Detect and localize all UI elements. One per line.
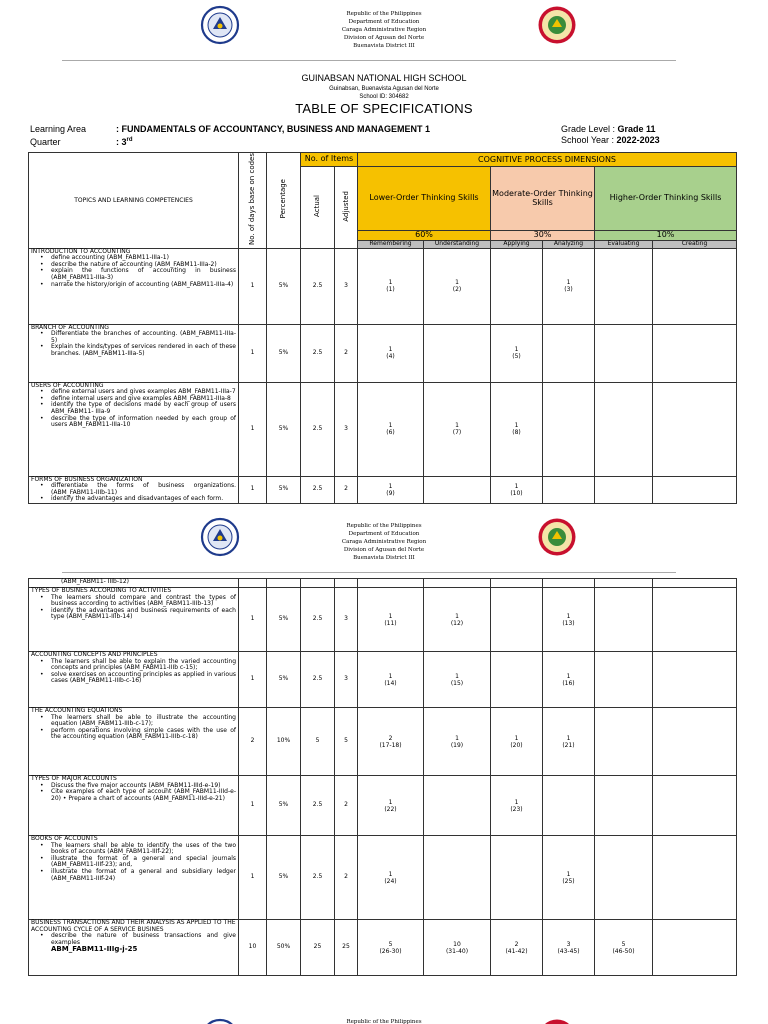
understanding-header: Understanding [424,240,491,248]
adjusted-cell: 3 [335,248,358,324]
rem-cell [358,836,424,920]
cre-cell [653,588,737,652]
cre-cell [653,836,737,920]
item-number: (24) [384,877,397,885]
topic-title: INTRODUCTION TO ACCOUNTING [31,247,131,255]
topic-cell [29,708,239,776]
letterhead-line: Republic of the Philippines [346,11,422,17]
competency-item: • differentiate the forms of business organizations. (ABM_FABM11-IIIb-11) [31,483,236,496]
competency-item: • perform operations involving simple cases with the use of the accounting equation (ABM_FABM11-IIIb-c-18) [31,728,236,741]
item-number: (4) [386,353,395,361]
percentage-header [267,153,301,249]
grade-value: Grade 11 [617,124,656,134]
letterhead-page-1 [0,0,768,56]
item-count: 5 [388,940,393,948]
letterhead-line: Caraga Administrative Region [341,27,427,33]
adjusted-cell: 5 [335,708,358,776]
item-number: (23) [510,805,523,813]
learning-area-value: : FUNDAMENTALS OF ACCOUNTANCY, BUSINESS AND MANAGEMENT 1 [116,124,430,134]
ana-cell [543,776,595,836]
item-count: 1 [388,672,393,680]
eva-cell [595,588,653,652]
rem-cell [358,708,424,776]
header-divider [62,572,676,573]
item-number: (1) [386,286,395,294]
letterhead-line: Division of Agusan del Norte [343,547,425,553]
item-number: (19) [450,741,464,749]
days-header [239,153,267,249]
adjusted-cell: 2 [335,776,358,836]
eva-cell [595,776,653,836]
school-block [0,74,768,116]
spec-table-page-2 [28,578,737,976]
item-number: (25) [562,877,575,885]
topic-title: ACCOUNTING CONCEPTS AND PRINCIPLES [31,651,158,658]
actual-header [301,167,335,249]
document-title: TABLE OF SPECIFICATIONS [295,101,473,117]
rem-cell [358,382,424,476]
topic-title: TYPES OF BUSINES ACCORDING TO ACTIVITIES [31,587,172,594]
app-cell [491,382,543,476]
topic-cell [29,920,239,976]
days-cell: 10 [239,920,267,976]
und-cell [424,248,491,324]
cre-cell [653,708,737,776]
creating-header: Creating [653,240,737,248]
competency-item: • describe the type of information needed by each group of users ABM_FABM11-IIIa-10 [31,416,236,429]
item-count: 1 [514,482,519,490]
eva-cell [595,382,653,476]
pct-cell: 5% [267,324,301,382]
app-cell [491,708,543,776]
competency-list [31,715,236,741]
eva-cell [595,248,653,324]
competency-list [31,843,236,883]
topic-title: BRANCH OF ACCOUNTING [31,323,109,331]
cre-cell [653,248,737,324]
page-2-rows [29,588,737,976]
competency-list [31,255,236,288]
days-cell: 1 [239,324,267,382]
letterhead-lines [0,522,768,562]
topic-cell [29,652,239,708]
moderate-order-header: Moderate-Order Thinking Skills [491,167,595,231]
pct-cell: 5% [267,836,301,920]
letterhead-page-2 [0,512,768,568]
actual-cell: 2.5 [301,776,335,836]
actual-cell: 2.5 [301,588,335,652]
adjusted-cell: 25 [335,920,358,976]
item-count: 1 [388,612,393,620]
pct-cell: 5% [267,476,301,503]
item-number: (17-18) [379,741,402,749]
item-number: (14) [384,679,397,687]
item-count: 1 [388,798,393,806]
competency-item: • Cite examples of each type of account (ABM_FABM11-IIId-e-20) • Prepare a chart of accounts (ABM_FABM11-IIId-e-21) [31,789,236,802]
days-cell: 1 [239,836,267,920]
percentage-header-text: Percentage [279,179,287,219]
item-number: (8) [512,429,521,437]
und-cell [424,588,491,652]
school-seal-icon [537,517,577,557]
higher-order-header: Higher-Order Thinking Skills [595,167,737,231]
item-number: (26-30) [379,947,402,955]
item-count: 1 [388,422,393,430]
school-year-value: 2022-2023 [616,135,660,145]
item-number: (5) [512,353,521,361]
cre-cell [653,652,737,708]
topic-cell [29,248,239,324]
item-count: 1 [514,734,519,742]
item-number: (15) [450,679,464,687]
pct-cell: 5% [267,588,301,652]
quarter-value: : 3 [116,137,127,147]
letterhead-line: Department of Education [348,531,420,537]
app-cell [491,324,543,382]
item-number: (16) [562,679,575,687]
item-number: (20) [510,741,523,749]
item-count: 1 [566,279,571,287]
und-cell [424,652,491,708]
eva-cell [595,476,653,503]
und-cell [424,920,491,976]
table-row [29,776,737,836]
competency-item: • identify the advantages and business requirements of each type (ABM_FABM11-IIIb-14) [31,608,236,621]
topic-title: BOOKS OF ACCOUNTS [31,835,98,842]
topic-title: BUSINESS TRANSACTIONS AND THEIR ANALYSIS AS APPLIED TO THE ACCOUNTING CYCLE OF A SERVICE BUSINES [31,919,236,933]
ana-cell [543,652,595,708]
competency-list [31,659,236,685]
item-number: (41-42) [505,947,528,955]
competency-item: • Explain the kinds/types of services rendered in each of these branches. (ABM_FABM11-IIIa-5) [31,344,236,357]
und-cell [424,476,491,503]
topic-title: FORMS OF BUSINESS ORGANIZATION [31,475,143,483]
cre-cell [653,382,737,476]
actual-cell: 2.5 [301,382,335,476]
letterhead-line: Buenavista District III [353,555,415,561]
competency-item: • The learners shall be able to explain the varied accounting concepts and principles (ABM_FABM11-IIIb c-15); [31,659,236,672]
table-row [29,920,737,976]
item-number: (10) [510,489,523,497]
app-cell [491,476,543,503]
item-count: 1 [514,346,519,354]
actual-cell: 2.5 [301,652,335,708]
topic-cell [29,324,239,382]
item-count: 1 [514,422,519,430]
topic-cell [29,476,239,503]
eva-cell [595,324,653,382]
item-number: (21) [562,741,575,749]
item-number: (43-45) [557,947,580,955]
days-cell: 1 [239,588,267,652]
school-address: Guinabsan, Buenavista Agusan del Norte [329,85,439,92]
table-row [29,652,737,708]
competency-code: ABM_FABM11-IIIg-j-25 [51,945,138,954]
topic-cell [29,382,239,476]
app-cell [491,248,543,324]
item-count: 3 [566,940,571,948]
pct-cell: 5% [267,776,301,836]
school-year-label: School Year : [561,135,617,145]
item-count: 1 [455,279,459,287]
item-count: 1 [455,612,459,620]
letterhead-page-3 [0,1013,768,1024]
topic-title: THE ACCOUNTING EQUATIONS [31,707,123,714]
competency-item: • Differentiate the branches of accounting. (ABM_FABM11-IIIa-5) [31,331,236,344]
item-count: 1 [566,734,571,742]
school-name: GUINABSAN NATIONAL HIGH SCHOOL [301,73,467,83]
days-cell: 1 [239,382,267,476]
cpd-header: COGNITIVE PROCESS DIMENSIONS [358,153,737,167]
rem-cell [358,248,424,324]
spec-table-page-1 [28,152,737,504]
letterhead-line: Republic of the Philippines [346,1019,422,1024]
actual-cell: 2.5 [301,476,335,503]
eva-cell [595,652,653,708]
ana-cell [543,248,595,324]
letterhead-line: Department of Education [348,19,420,25]
letterhead-line: Republic of the Philippines [346,523,422,529]
remembering-header: Remembering [358,240,424,248]
days-cell: 1 [239,248,267,324]
cre-cell [653,476,737,503]
meta-left [30,124,430,148]
competency-item: • The learners shall be able to identify the uses of the two books of accounts (ABM_FABM11-IIIf-22); [31,843,236,856]
item-number: (31-40) [445,947,469,955]
days-cell: 1 [239,652,267,708]
rem-cell [358,652,424,708]
page-1-rows [29,248,737,503]
app-cell [491,920,543,976]
school-id: School ID: 304682 [359,94,409,101]
cre-cell [653,776,737,836]
actual-cell: 2.5 [301,836,335,920]
continuation-text: (ABM_FABM11- IIIb-12) [61,578,130,585]
table-row [29,708,737,776]
adjusted-cell: 3 [335,382,358,476]
competency-item: • illustrate the format of a general and subsidiary ledger (ABM_FABM11-IIIf-24) [31,869,236,882]
cre-cell [653,920,737,976]
competency-list [31,389,236,429]
competency-list [31,595,236,621]
adjusted-cell: 2 [335,476,358,503]
school-seal-icon [537,5,577,45]
ana-cell [543,920,595,976]
item-number: (7) [452,429,462,437]
lower-order-header: Lower-Order Thinking Skills [358,167,491,231]
rem-cell [358,920,424,976]
letterhead-line: Division of Agusan del Norte [343,35,425,41]
actual-header-text: Actual [313,195,321,217]
ana-cell [543,382,595,476]
competency-item: • describe the nature of business transactions and give examples [31,933,236,946]
adjusted-header-text: Adjusted [341,190,350,222]
actual-cell: 2.5 [301,248,335,324]
adjusted-cell: 2 [335,324,358,382]
pct-cell: 5% [267,248,301,324]
item-number: (46-50) [612,947,635,955]
actual-cell: 25 [301,920,335,976]
competency-item: • Discuss the five major accounts (ABM_FABM11-IIId-e-19) [31,783,236,790]
und-cell [424,324,491,382]
moderate-order-percent: 30% [491,231,595,241]
adjusted-cell: 2 [335,836,358,920]
rem-cell [358,776,424,836]
pct-cell: 50% [267,920,301,976]
item-number: (11) [384,619,397,627]
competency-list [31,933,236,946]
letterhead-line: Buenavista District III [353,43,415,49]
app-cell [491,588,543,652]
lower-order-percent: 60% [358,231,491,241]
competency-list [31,331,236,357]
item-count: 1 [455,672,459,680]
eva-cell [595,708,653,776]
actual-cell: 2.5 [301,324,335,382]
und-cell [424,382,491,476]
app-cell [491,652,543,708]
letterhead-line: Caraga Administrative Region [341,539,427,545]
und-cell [424,836,491,920]
und-cell [424,708,491,776]
learning-area-label: Learning Area [30,124,87,134]
days-cell: 1 [239,776,267,836]
header-divider [62,60,676,61]
competency-item: • solve exercises on accounting principles as applied in various cases (ABM_FABM11-IIIb-c-16) [31,672,236,685]
item-number: (6) [386,429,395,437]
evaluating-header: Evaluating [595,240,653,248]
higher-order-percent: 10% [595,231,737,241]
grade-label: Grade Level : [561,124,618,134]
quarter-label: Quarter [30,137,61,147]
ana-cell [543,588,595,652]
competency-item: • explain the functions of accounting in business (ABM_FABM11-IIIa-3) [31,268,236,281]
table-row [29,324,737,382]
table-row [29,588,737,652]
competency-item: • identify the advantages and disadvantages of each form. [31,496,236,503]
eva-cell [595,920,653,976]
ana-cell [543,324,595,382]
item-count: 1 [566,612,571,620]
item-number: (2) [452,286,462,294]
pct-cell: 5% [267,652,301,708]
app-cell [491,836,543,920]
topic-cell [29,588,239,652]
letterhead-lines [0,1018,768,1024]
adjusted-cell: 3 [335,588,358,652]
table-row [29,382,737,476]
quarter-suffix: rd [126,137,133,143]
adjusted-cell: 3 [335,652,358,708]
competency-list [31,483,236,503]
topics-header: TOPICS AND LEARNING COMPETENCIES [29,153,239,249]
item-count: 1 [388,870,393,878]
item-count: 10 [453,940,461,948]
actual-cell: 5 [301,708,335,776]
competency-item: • The learners should compare and contrast the types of business according to activities (ABM_FABM11-IIIb-13) [31,595,236,608]
rem-cell [358,476,424,503]
rem-cell [358,588,424,652]
item-count: 1 [455,734,459,742]
topic-cell [29,776,239,836]
competency-item: • describe the nature of accounting (ABM_FABM11-IIIa-2) [31,262,236,269]
eva-cell [595,836,653,920]
pct-cell: 10% [267,708,301,776]
item-count: 1 [388,482,393,490]
analyzing-header: Analyzing [543,240,595,248]
competency-item: • identify the type of decisions made by each group of users ABM_FABM11- IIIa-9 [31,402,236,415]
table-row [29,836,737,920]
table-row [29,476,737,503]
topic-title: TYPES OF MAJOR ACCOUNTS [31,775,117,782]
item-count: 1 [566,870,571,878]
item-count: 1 [566,672,571,680]
days-header-text: No. of days base on codes [248,153,256,245]
item-count: 2 [388,734,393,742]
item-number: (3) [564,286,573,294]
cre-cell [653,324,737,382]
adjusted-header [335,167,358,249]
competency-item: • define accounting (ABM_FABM11-IIIa-1) [31,255,236,262]
topic-cell [29,836,239,920]
item-number: (12) [450,619,464,627]
school-seal-icon [537,1018,577,1024]
app-cell [491,776,543,836]
applying-header: Applying [491,240,543,248]
item-count: 1 [514,798,519,806]
competency-item: • define external users and gives examples ABM_FABM11-IIIa-7 [31,389,236,396]
rem-cell [358,324,424,382]
no-items-header: No. of Items [301,153,358,167]
table-row [29,248,737,324]
item-number: (22) [384,805,397,813]
ana-cell [543,836,595,920]
item-count: 5 [621,940,626,948]
competency-list [31,783,236,803]
topic-title: USERS OF ACCOUNTING [31,381,104,389]
competency-item: • define internal users and give examples ABM_FABM11-IIIa-8 [31,396,236,403]
ana-cell [543,708,595,776]
days-cell: 2 [239,708,267,776]
days-cell: 1 [239,476,267,503]
competency-item: • illustrate the format of a general and special journals (ABM_FABM11-IIIf-23); and, [31,856,236,869]
item-count: 1 [388,279,393,287]
competency-item: • narrate the history/origin of accounting (ABM_FABM11-IIIa-4) [31,282,236,289]
item-number: (9) [386,489,395,497]
item-count: 1 [455,422,459,430]
item-count: 2 [514,940,519,948]
pct-cell: 5% [267,382,301,476]
und-cell [424,776,491,836]
ana-cell [543,476,595,503]
competency-item: • The learners shall be able to illustrate the accounting equation (ABM_FABM11-IIIb-c-17); [31,715,236,728]
letterhead-lines [0,10,768,50]
item-number: (13) [562,619,575,627]
meta-right [561,124,660,146]
item-count: 1 [388,346,393,354]
